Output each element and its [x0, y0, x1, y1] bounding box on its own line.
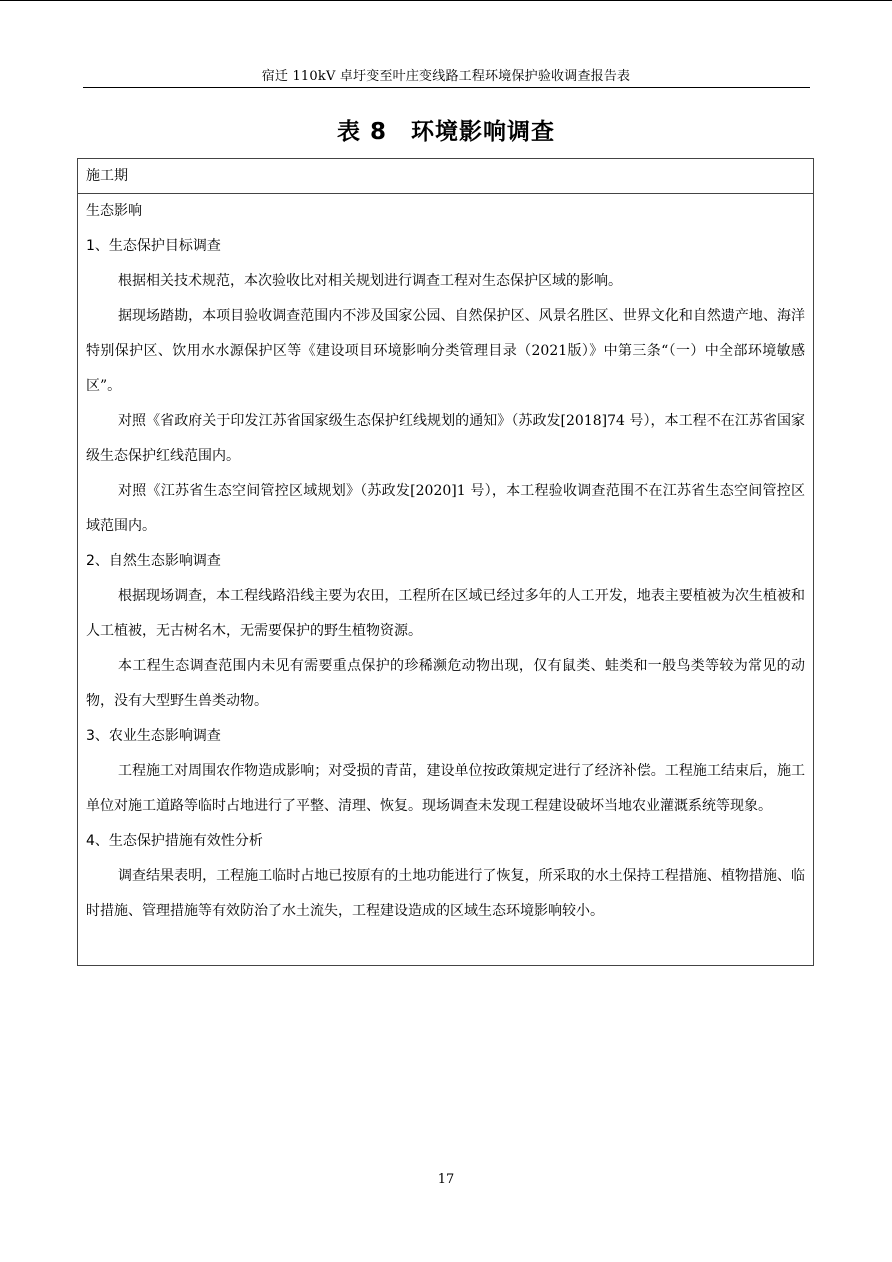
page-number: 17 [437, 1172, 455, 1187]
paragraph-1-3: 对照《省政府关于印发江苏省国家级生态保护红线规划的通知》（苏政发[2018]74 号），本工程不在江苏省国家级生态保护红线范围内。 [86, 413, 805, 464]
heading-1: 1、生态保护目标调查 [86, 238, 221, 254]
table-content-cell [78, 194, 813, 929]
paragraph-1-2: 据现场踏勘，本项目验收调查范围内不涉及国家公园、自然保护区、风景名胜区、世界文化和自然遗产地、海洋特别保护区、饮用水水源保护区等《建设项目环境影响分类管理目录（2021版）》中第三条“（一）中全部环境敏感区”。 [86, 308, 805, 394]
heading-4: 4、生态保护措施有效性分析 [86, 833, 263, 849]
running-header: 宿迁 110kV 卓圩变至叶庄变线路工程环境保护验收调查报告表 [261, 69, 631, 84]
heading-2: 2、自然生态影响调查 [86, 553, 221, 569]
page-title: 表 8 环境影响调查 [336, 119, 555, 145]
paragraph-4-1: 调查结果表明，工程施工临时占地已按原有的土地功能进行了恢复，所采取的水土保持工程措施、植物措施、临时措施、管理措施等有效防治了水土流失，工程建设造成的区域生态环境影响较小。 [86, 868, 805, 919]
section-label-ecology: 生态影响 [86, 203, 142, 219]
paragraph-1-1: 根据相关技术规范，本次验收比对相关规划进行调查工程对生态保护区域的影响。 [118, 273, 622, 289]
heading-3: 3、农业生态影响调查 [86, 728, 221, 744]
header-rule [83, 87, 810, 88]
paragraph-1-4: 对照《江苏省生态空间管控区域规划》（苏政发[2020]1 号），本工程验收调查范围不在江苏省生态空间管控区域范围内。 [86, 483, 805, 534]
paragraph-3-1: 工程施工对周围农作物造成影响；对受损的青苗，建设单位按政策规定进行了经济补偿。工程施工结束后，施工单位对施工道路等临时占地进行了平整、清理、恢复。现场调查未发现工程建设破坏当地农业灌溉系统等现象。 [86, 763, 805, 814]
top-border-line [0, 0, 892, 1]
paragraph-2-1: 根据现场调查，本工程线路沿线主要为农田，工程所在区域已经过多年的人工开发，地表主要植被为次生植被和人工植被，无古树名木，无需要保护的野生植物资源。 [86, 588, 805, 639]
survey-table [77, 158, 814, 966]
paragraph-2-2: 本工程生态调查范围内未见有需要重点保护的珍稀濒危动物出现，仅有鼠类、蛙类和一般鸟类等较为常见的动物，没有大型野生兽类动物。 [86, 658, 805, 709]
construction-period-cell: 施工期 [78, 159, 813, 194]
